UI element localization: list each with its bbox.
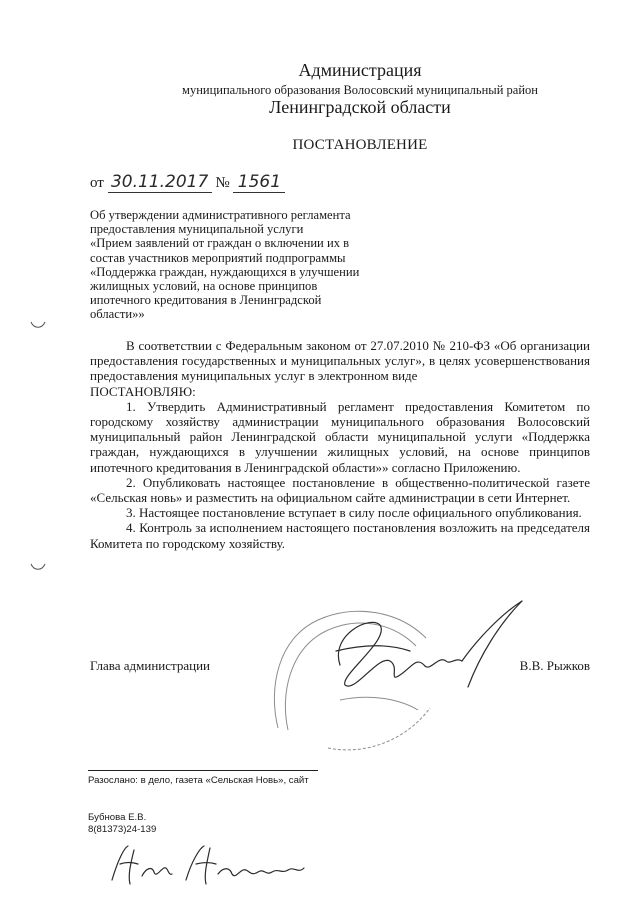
signature-scribble-icon <box>300 595 530 705</box>
subject-line: предоставления муниципальной услуги <box>90 222 304 237</box>
number-field <box>233 172 285 193</box>
decree-item-4: 4. Контроль за исполнением настоящего постановления возложить на председателя Комитета по городскому хозяйству. <box>90 520 590 551</box>
org-region: Ленинградской области <box>269 97 451 117</box>
preamble-paragraph: В соответствии с Федеральным законом от 27.07.2010 № 210-ФЗ «Об организации предоставления государственных и муниципальных услуг», в целях усовершенствования предоставления муниципальных услуг в электронном виде <box>90 338 590 384</box>
footer-divider <box>88 770 318 771</box>
decree-item-3: 3. Настоящее постановление вступает в силу после официального опубликования. <box>126 505 582 521</box>
subject-line: области»» <box>90 307 145 322</box>
body-text <box>90 338 590 551</box>
subject-line: «Поддержка граждан, нуждающихся в улучшении <box>90 264 360 279</box>
executor-block <box>88 812 156 836</box>
executor-phone: 8(81373)24-139 <box>88 824 157 835</box>
decree-word: ПОСТАНОВЛЯЮ: <box>90 383 196 399</box>
date-number-line <box>90 172 285 193</box>
margin-mark-icon <box>30 320 46 330</box>
decree-item-2: 2. Опубликовать настоящее постановление в общественно-политической газете «Сельская новь» и разместить на официальном сайте администрации в сети Интернет. <box>90 474 590 506</box>
date-from-label: от <box>90 175 104 191</box>
doc-type: ПОСТАНОВЛЕНИЕ <box>292 137 428 153</box>
signatory-name: В.В. Рыжков <box>519 658 590 673</box>
subject-line: ипотечного кредитования в Ленинградской <box>90 293 322 308</box>
decree-item-1: 1. Утвердить Административный регламент предоставления Комитетом по городскому хозяйству администрации муниципального образования Волосовский муниципальный район Ленинградской области муниципальной услуги «Поддержка граждан, нуждающихся в улучшении жилищных условий, на основе принципов ипотечного кредитования в Ленинградской области»» согласно Приложению. <box>90 398 590 475</box>
executor-name: Бубнова Е.В. <box>88 812 147 823</box>
number-value: 1561 <box>237 172 282 192</box>
distribution-list: Разослано: в дело, газета «Сельская Новь», сайт <box>88 775 309 786</box>
number-label: № <box>215 175 230 191</box>
handwritten-note-icon <box>108 840 318 890</box>
subject-block <box>90 208 390 322</box>
signatory-position: Глава администрации <box>90 658 211 673</box>
subject-line: жилищных условий, на основе принципов <box>90 279 318 294</box>
subject-line: Об утверждении административного регламента <box>90 208 351 222</box>
date-field <box>108 172 212 193</box>
org-title: Администрация <box>298 60 422 80</box>
subject-line: «Прием заявлений от граждан о включении их в <box>90 236 350 251</box>
margin-mark-icon <box>30 562 46 572</box>
date-value: 30.11.2017 <box>110 172 209 192</box>
org-subtitle: муниципального образования Волосовский муниципальный район <box>182 83 538 97</box>
subject-line: состав участников мероприятий подпрограммы <box>90 250 346 265</box>
